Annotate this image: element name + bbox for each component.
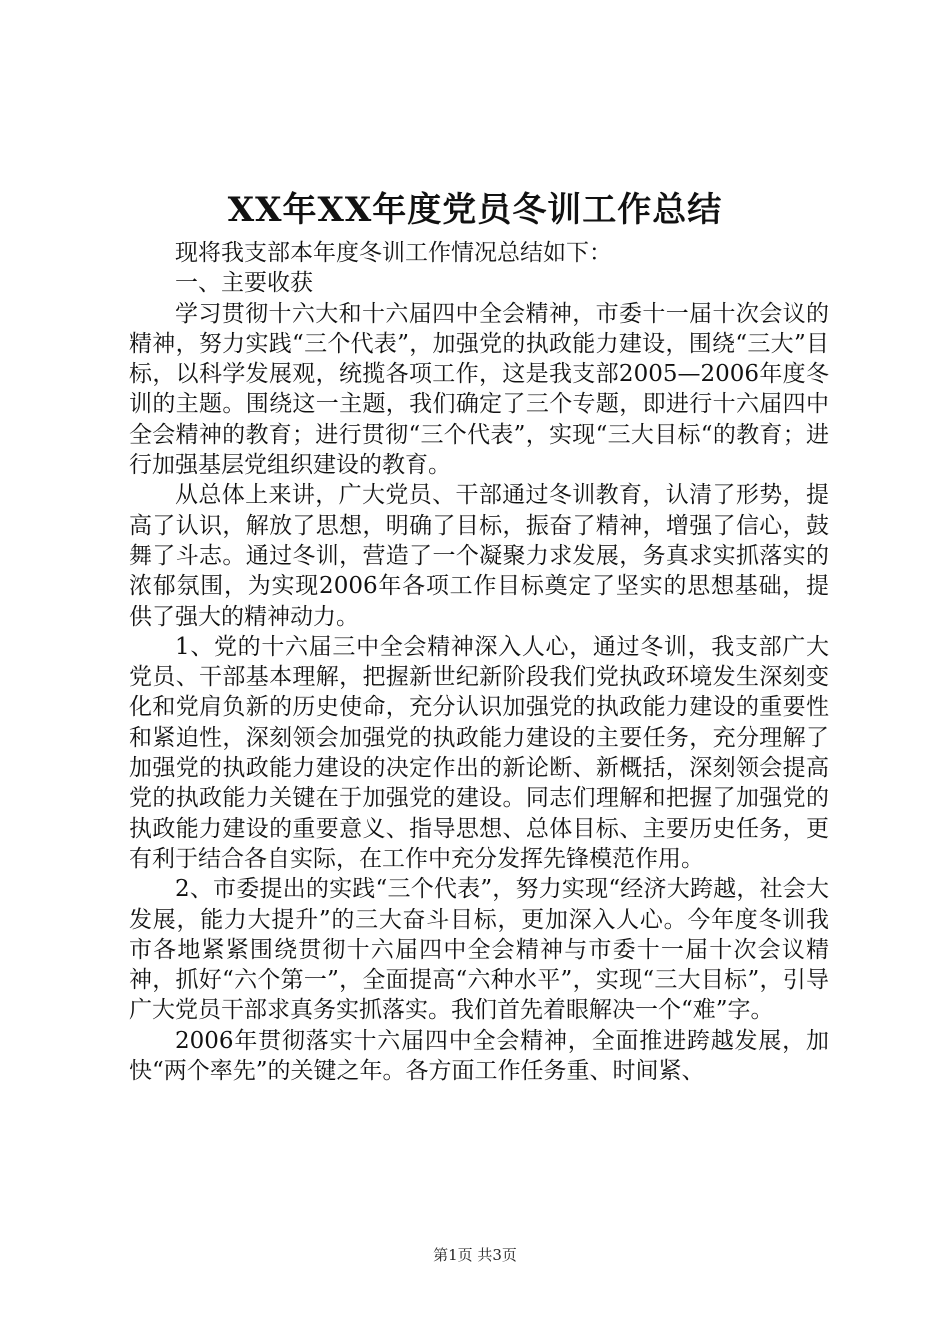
paragraph: 2006年贯彻落实十六届四中全会精神，全面推进跨越发展，加快“两个率先”的关键之年。各方面工作任务重、时间紧、 — [129, 1027, 829, 1085]
paragraph: 从总体上来讲，广大党员、干部通过冬训教育，认清了形势，提高了认识，解放了思想，明确了目标，振奋了精神，增强了信心，鼓舞了斗志。通过冬训，营造了一个凝聚力求发展，务真求实抓落实的浓郁氛围，为实现2006年各项工作目标奠定了坚实的思想基础，提供了强大的精神动力。 — [129, 482, 829, 630]
paragraph: 1、党的十六届三中全会精神深入人心，通过冬训，我支部广大党员、干部基本理解，把握新世纪新阶段我们党执政环境发生深刻变化和党肩负新的历史使命，充分认识加强党的执政能力建设的重要性和紧迫性，深刻领会加强党的执政能力建设的主要任务，充分理解了加强党的执政能力建设的决定作出的新论断、新概括，深刻领会提高党的执政能力关键在于加强党的建设。同志们理解和把握了加强党的执政能力建设的重要意义、指导思想、总体目标、主要历史任务，更有利于结合各自实际，在工作中充分发挥先锋模范作用。 — [129, 633, 829, 872]
paragraph-intro: 现将我支部本年度冬训工作情况总结如下： — [175, 240, 612, 266]
page-number-footer: 第1页 共3页 — [433, 1246, 517, 1264]
document-body — [129, 238, 829, 1086]
paragraph: 2、市委提出的实践“三个代表”，努力实现“经济大跨越，社会大发展，能力大提升”的三大奋斗目标，更加深入人心。今年度冬训我市各地紧紧围绕贯彻十六届四中全会精神与市委十一届十次会议精神，抓好“六个第一”，全面提高“六种水平”，实现“三大目标”，引导广大党员干部求真务实抓落实。我们首先着眼解决一个“难”字。 — [129, 876, 829, 1024]
section-heading-main-gains: 一、主要收获 — [175, 270, 313, 297]
document-title: XX年XX年度党员冬训工作总结 — [227, 190, 723, 230]
paragraph: 学习贯彻十六大和十六届四中全会精神，市委十一届十次会议的精神，努力实践“三个代表”，加强党的执政能力建设，围绕“三大”目标，以科学发展观，统揽各项工作，这是我支部2005—2006年度冬训的主题。围绕这一主题，我们确定了三个专题，即进行十六届四中全会精神的教育；进行贯彻“三个代表”，实现“三大目标“的教育；进行加强基层党组织建设的教育。 — [129, 300, 829, 479]
